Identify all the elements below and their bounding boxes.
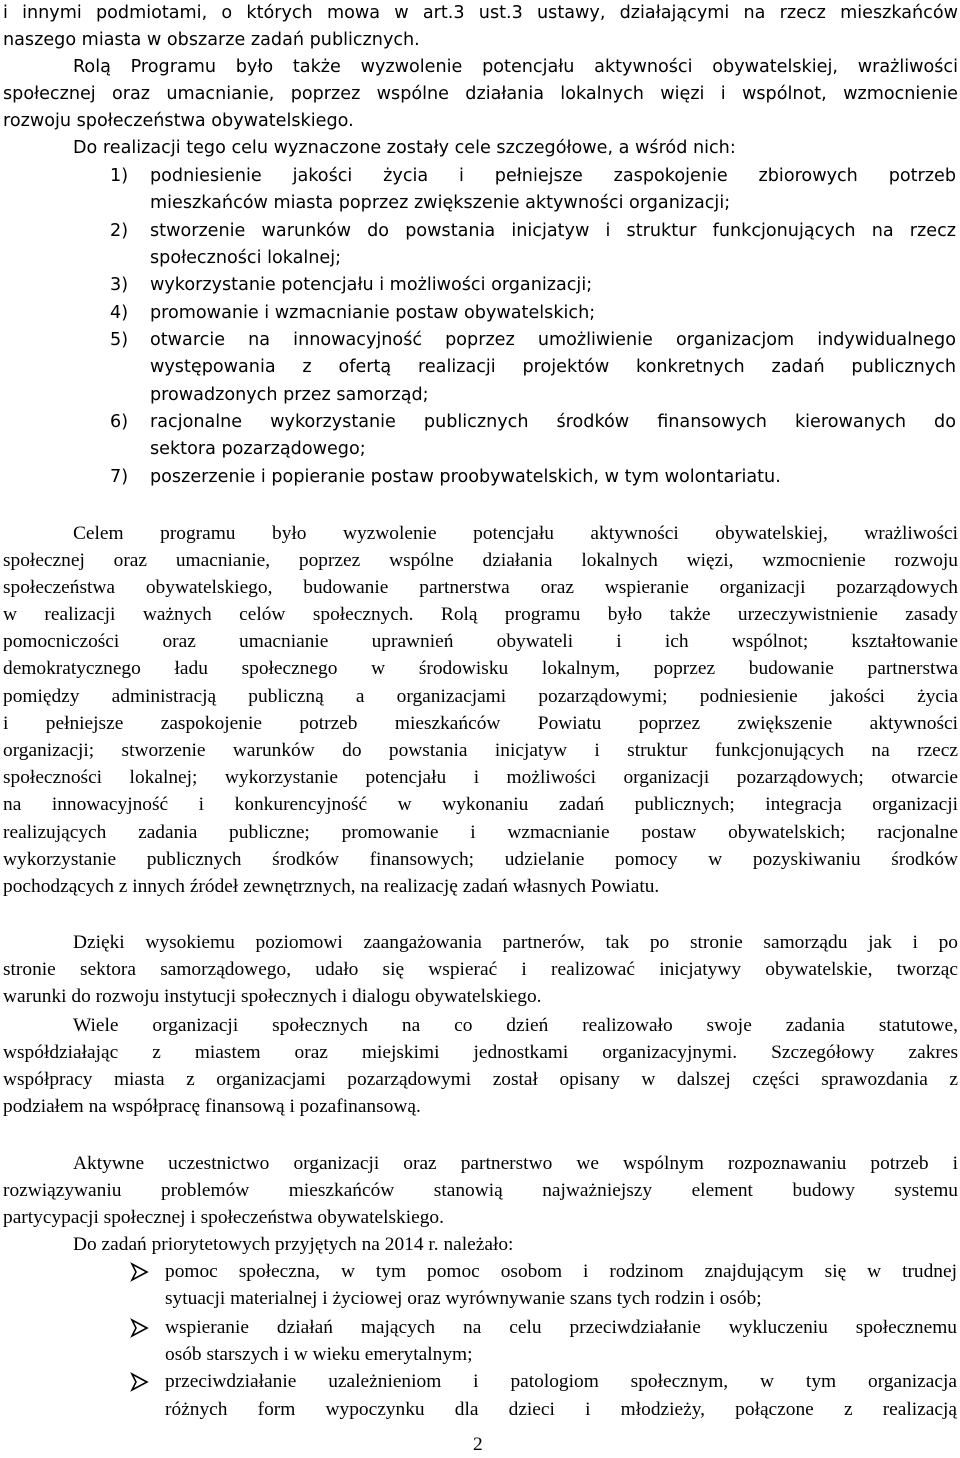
paragraph-line: współpracy miasta z organizacjami pozarządowymi został opisany w dalszej części sprawozdania z: [3, 1069, 958, 1090]
list-item-number: 2): [110, 221, 129, 241]
paragraph-line: podziałem na współpracę finansową i pozafinansową.: [3, 1096, 421, 1117]
list-item-number: 7): [110, 467, 129, 487]
list-item-number: 1): [110, 166, 129, 186]
list-item-text: sektora pozarządowego;: [150, 439, 366, 459]
list-item-text: przeciwdziałanie uzależnieniom i patologiom społecznym, w tym organizacja: [165, 1371, 957, 1392]
list-item-number: 6): [110, 412, 129, 432]
list-item-text: występowania z ofertą realizacji projektów konkretnych zadań publicznych: [150, 357, 956, 377]
paragraph-line: partycypacji społecznej i społeczeństwa obywatelskiego.: [3, 1207, 444, 1228]
list-item-text: sytuacji materialnej i życiowej oraz wyrównywanie szans tych rodzin i osób;: [165, 1288, 762, 1309]
paragraph-line: realizujących zadania publiczne; promowanie i wzmacnianie postaw obywatelskich; racjonalne: [3, 822, 958, 843]
list-item-text: otwarcie na innowacyjność poprzez umożliwienie organizacjom indywidualnego: [150, 330, 956, 350]
list-item-text: podniesienie jakości życia i pełniejsze zaspokojenie zbiorowych potrzeb: [150, 166, 956, 186]
list-item-text: poszerzenie i popieranie postaw proobywatelskich, w tym wolontariatu.: [150, 467, 781, 487]
paragraph-line: rozwiązywaniu problemów mieszkańców stanowią najważniejszy element budowy systemu: [3, 1180, 958, 1201]
list-item-text: promowanie i wzmacnianie postaw obywatelskich;: [150, 303, 596, 323]
paragraph-line: wykorzystanie publicznych środków finansowych; udzielanie pomocy w pozyskiwaniu środków: [3, 849, 958, 870]
paragraph-line: stronie sektora samorządowego, udało się wspierać i realizować inicjatywy obywatelskie, tworząc: [3, 959, 958, 980]
paragraph-line: w realizacji ważnych celów społecznych. Rolą programu było także urzeczywistnienie zasady: [3, 604, 958, 625]
paragraph-line: pochodzących z innych źródeł zewnętrznych, na realizację zadań własnych Powiatu.: [3, 876, 660, 897]
paragraph-line: demokratycznego ładu społecznego w środowisku lokalnym, poprzez budowanie partnerstwa: [3, 658, 958, 679]
priority-intro: Do zadań priorytetowych przyjętych na 2014 r. należało:: [73, 1234, 514, 1255]
paragraph-line: rozwoju społeczeństwa obywatelskiego.: [3, 111, 354, 131]
paragraph-line: społeczeństwa obywatelskiego, budowanie partnerstwa oraz wspieranie organizacji pozarządowych: [3, 577, 958, 598]
arrowhead-bullet-icon: [130, 1262, 150, 1282]
list-item-text: racjonalne wykorzystanie publicznych środków finansowych kierowanych do: [150, 412, 956, 432]
list-item-number: 4): [110, 303, 129, 323]
paragraph-line: na innowacyjność i konkurencyjność w wykonaniu zadań publicznych; integracja organizacji: [3, 794, 958, 815]
list-item-text: pomoc społeczna, w tym pomoc osobom i rodzinom znajdującym się w trudnej: [165, 1261, 957, 1282]
list-item-text: prowadzonych przez samorząd;: [150, 385, 429, 405]
paragraph-line: organizacji; stworzenie warunków do powstania inicjatyw i struktur funkcjonujących na rzecz: [3, 740, 958, 761]
paragraph-line: społecznej oraz umacnianie, poprzez wspólne działania lokalnych więzi i wspólnot, wzmocnienie: [3, 84, 958, 104]
list-item-text: wykorzystanie potencjału i możliwości organizacji;: [150, 275, 593, 295]
list-item-text: różnych form wypoczynku dla dzieci i młodzieży, połączone z realizacją: [165, 1399, 957, 1420]
list-item-number: 5): [110, 330, 129, 350]
paragraph-line: pomocniczości oraz umacnianie uprawnień obywateli i ich wspólnot; kształtowanie: [3, 631, 958, 652]
list-item-text: społeczności lokalnej;: [150, 248, 342, 268]
paragraph-line: Do realizacji tego celu wyznaczone zostały cele szczegółowe, a wśród nich:: [73, 138, 736, 158]
list-item-text: wspieranie działań mających na celu przeciwdziałanie wykluczeniu społecznemu: [165, 1317, 957, 1338]
paragraph-line: Celem programu było wyzwolenie potencjału aktywności obywatelskiej, wrażliwości: [73, 523, 958, 544]
paragraph-line: naszego miasta w obszarze zadań publicznych.: [3, 30, 420, 50]
paragraph-line: i innymi podmiotami, o których mowa w art.3 ust.3 ustawy, działającymi na rzecz mieszkańców: [3, 3, 958, 23]
paragraph-line: Aktywne uczestnictwo organizacji oraz partnerstwo we wspólnym rozpoznawaniu potrzeb i: [73, 1153, 958, 1174]
list-item-text: mieszkańców miasta poprzez zwiększenie aktywności organizacji;: [150, 193, 731, 213]
paragraph-line: Rolą Programu było także wyzwolenie potencjału aktywności obywatelskiej, wrażliwości: [73, 57, 958, 77]
paragraph-line: współdziałając z miastem oraz miejskimi jednostkami organizacyjnymi. Szczegółowy zakres: [3, 1042, 958, 1063]
arrowhead-bullet-icon: [130, 1372, 150, 1392]
list-item-number: 3): [110, 275, 129, 295]
arrowhead-bullet-icon: [130, 1318, 150, 1338]
list-item-text: osób starszych i w wieku emerytalnym;: [165, 1344, 473, 1365]
paragraph-line: Wiele organizacji społecznych na co dzień realizowało swoje zadania statutowe,: [73, 1015, 958, 1036]
paragraph-line: warunki do rozwoju instytucji społecznych i dialogu obywatelskiego.: [3, 986, 542, 1007]
paragraph-line: społeczności lokalnej; wykorzystanie potencjału i możliwości organizacji pozarządowych; otwarcie: [3, 767, 958, 788]
paragraph-line: i pełniejsze zaspokojenie potrzeb mieszkańców Powiatu poprzez zwiększenie aktywności: [3, 713, 958, 734]
list-item-text: stworzenie warunków do powstania inicjatyw i struktur funkcjonujących na rzecz: [150, 221, 956, 241]
paragraph-line: pomiędzy administracją publiczną a organizacjami pozarządowymi; podniesienie jakości życia: [3, 686, 958, 707]
paragraph-line: Dzięki wysokiemu poziomowi zaangażowania partnerów, tak po stronie samorządu jak i po: [73, 932, 958, 953]
page-number: 2: [473, 1434, 483, 1455]
paragraph-line: społecznej oraz umacnianie, poprzez wspólne działania lokalnych więzi, wzmocnienie rozwoju: [3, 550, 958, 571]
